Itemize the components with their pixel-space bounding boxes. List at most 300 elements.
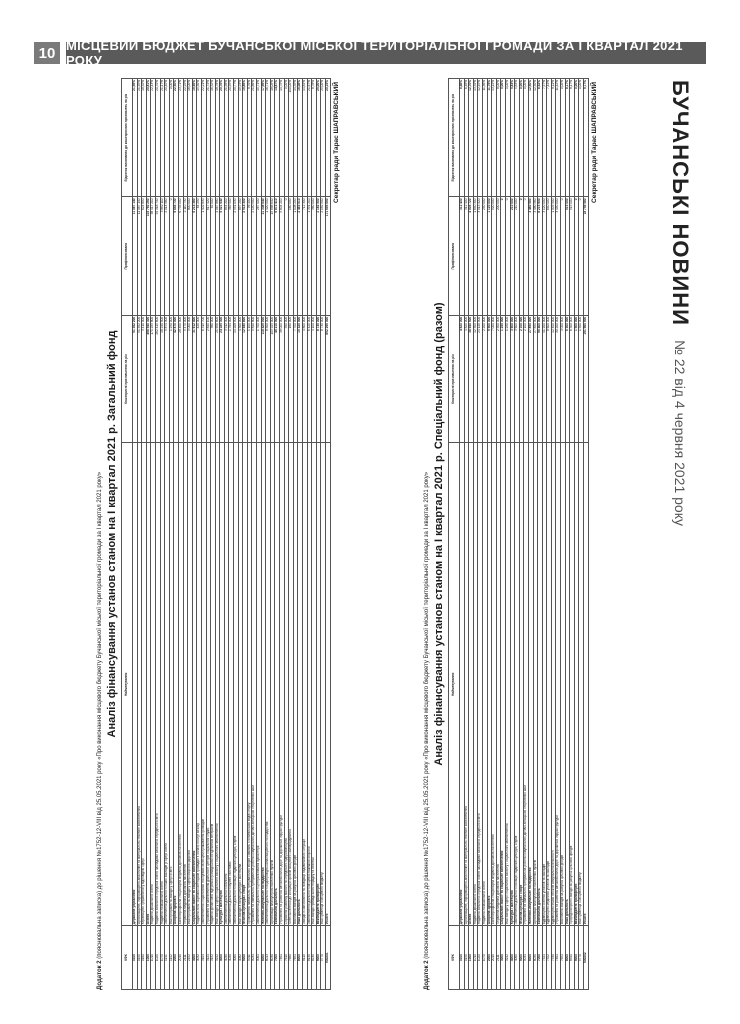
row-code: 1000 [469, 926, 474, 990]
row-percent: 12,50% [528, 79, 533, 197]
column-header: Профінансовано [122, 197, 133, 315]
row-name: Освіта [146, 443, 151, 926]
row-percent: 17,99% [261, 79, 266, 197]
row-percent: 0,00% [519, 79, 524, 197]
row-plan: 7 700 000 [293, 315, 298, 443]
row-financed: 617 420 [206, 197, 211, 315]
row-percent: 16,00% [188, 79, 193, 197]
row-financed: 5 604 210 [280, 197, 285, 315]
row-financed: 2 110 730 [183, 197, 188, 315]
row-name: Міжбюджетні трансферти [316, 443, 321, 926]
row-plan: 38 000 000 [280, 315, 285, 443]
row-plan: 46 210 000 [275, 315, 280, 443]
row-percent: 0,00% [284, 79, 289, 197]
row-percent: 8,76% [247, 79, 252, 197]
row-financed: 64 250 [197, 197, 202, 315]
row-name: Виконання заходів за рахунок цільових фондів [561, 443, 566, 926]
row-name: Надання дошкільної освіти [151, 443, 156, 926]
row-percent: 11,79% [487, 79, 492, 197]
row-percent: 21,67% [307, 79, 312, 197]
row-percent: 0,00% [169, 79, 174, 197]
row-financed: 1 120 000 [487, 197, 492, 315]
row-code: 7322 [547, 926, 552, 990]
row-name: Надання загальної середньої освіти закладами загальної середньої освіти [478, 443, 483, 926]
row-financed: 3 120 000 [542, 197, 547, 315]
row-code: 7000 [538, 926, 543, 990]
row-code: 4040 [229, 926, 234, 990]
row-plan: 14 208 900 [234, 315, 239, 443]
row-code: 3242 [505, 926, 510, 990]
row-code: 4060 [515, 926, 520, 990]
column-header: Профінансовано [449, 197, 460, 315]
row-financed: 2 014 560 [165, 197, 170, 315]
row-plan: 2 500 000 [496, 315, 501, 443]
row-percent: 20,95% [229, 79, 234, 197]
row-code: 1142 [169, 926, 174, 990]
financing-table [448, 78, 589, 990]
row-plan: 262 415 600 [155, 315, 160, 443]
row-code: 3121 [206, 926, 211, 990]
row-name: Утримання та забезпечення діяльності центрів соціальних служб [206, 443, 211, 926]
row-percent: 8,78% [312, 79, 317, 197]
row-name: Членські внески до асоціацій органів місцевого самоврядування [289, 443, 294, 926]
row-percent: 19,66% [192, 79, 197, 197]
row-plan: 420 000 [197, 315, 202, 443]
row-code: 1020 [478, 926, 483, 990]
row-code: 4082 [238, 926, 243, 990]
row-plan: 350 000 [284, 315, 289, 443]
row-percent: 20,70% [155, 79, 160, 197]
column-header: Найменування [449, 443, 460, 926]
row-plan: 2 200 000 [482, 315, 487, 443]
row-plan: 21 656 600 [215, 315, 220, 443]
row-name: Охорона здоров'я [174, 443, 179, 926]
row-code: 8110 [302, 926, 307, 990]
row-plan: 28 400 000 [178, 315, 183, 443]
row-percent: 15,71% [257, 79, 262, 197]
row-plan: 2 100 000 [524, 315, 529, 443]
row-plan: 3 912 400 [224, 315, 229, 443]
row-financed: 103 760 290 [146, 197, 151, 315]
row-percent: 22,21% [201, 79, 206, 197]
row-code: 2010 [178, 926, 183, 990]
row-plan: 8 730 000 [316, 315, 321, 443]
row-percent: 12,70% [469, 79, 474, 197]
row-plan: 1 500 000 [574, 315, 579, 443]
row-percent: 0,00% [579, 79, 584, 197]
row-code: 900201 [325, 926, 330, 990]
row-name: Забезпечення діяльності палаців і будинків культури, клубів [515, 443, 520, 926]
row-plan: 2 100 000 [519, 315, 524, 443]
row-name: Забезпечення діяльності водопровідно-каналізаційного господарства [266, 443, 271, 926]
row-plan: 41 200 000 [542, 315, 547, 443]
row-name: Будівництво освітніх установ та закладів [542, 443, 547, 926]
row-name: Будівництво медичних установ та закладів [547, 443, 552, 926]
row-percent: 25,00% [321, 79, 326, 197]
row-code: 8000 [298, 926, 303, 990]
row-plan: 51 352 200 [133, 315, 138, 443]
row-percent: 21,59% [137, 79, 142, 197]
row-financed: 210 000 [510, 197, 515, 315]
row-percent: 20,77% [234, 79, 239, 197]
row-financed: 1 420 000 [266, 197, 271, 315]
row-financed: 3 862 110 [160, 197, 165, 315]
row-financed: 0 [579, 197, 584, 315]
row-plan: 1 250 000 [169, 315, 174, 443]
column-header: Відсоток виконання до кошторисних призначень на рік [449, 79, 460, 197]
row-code: 3104 [201, 926, 206, 990]
row-name: Керівництво і управління у відповідній сфері [142, 443, 147, 926]
row-financed: 210 000 [515, 197, 520, 315]
row-percent: 12,50% [533, 79, 538, 197]
row-financed: 8 215 900 [538, 197, 543, 315]
row-financed: 160 000 [289, 197, 294, 315]
row-code: 2111 [496, 926, 501, 990]
row-plan: 8 730 000 [321, 315, 326, 443]
row-code: 5061 [257, 926, 262, 990]
row-percent: 15,30% [197, 79, 202, 197]
row-financed: 19 888 640 [270, 197, 275, 315]
row-name: Утримання та розвиток автомобільних доріг та дорожньої інфраструктури [280, 443, 285, 926]
row-plan: 4 800 000 [302, 315, 307, 443]
column-header: Відсоток виконання до кошторисних призначень на рік [122, 79, 133, 197]
row-name: Охорона здоров'я [487, 443, 492, 926]
panel-title: Аналіз фінансування установ станом на І квартал 2021 р. Загальний фонд [106, 330, 118, 738]
row-code: 6000 [528, 926, 533, 990]
row-plan: 852 296 000 [325, 315, 330, 443]
row-financed: 515 000 [570, 197, 575, 315]
row-plan: 38 640 500 [469, 315, 474, 443]
row-code: 1070 [160, 926, 165, 990]
row-code: 0160 [142, 926, 147, 990]
row-code: 9770 [321, 926, 326, 990]
row-percent: 16,08% [298, 79, 303, 197]
row-plan: 380 000 [211, 315, 216, 443]
row-plan: 6 300 000 [570, 315, 575, 443]
row-financed: 250 000 [482, 197, 487, 315]
row-financed: 312 400 [460, 197, 465, 315]
row-financed: 267 000 [257, 197, 262, 315]
row-financed: 2 182 500 [321, 197, 326, 315]
row-code: 6013 [266, 926, 271, 990]
row-financed: 1 005 900 [551, 197, 556, 315]
row-plan: 31 612 400 [192, 315, 197, 443]
row-percent: 21,17% [160, 79, 165, 197]
row-percent: 22,50% [174, 79, 179, 197]
row-percent: 8,17% [565, 79, 570, 197]
row-name: Інша діяльність [565, 443, 570, 926]
annex-note: Додаток 2 (пояснювальна записка) до рішення №1752-12-VIII від 25.05.2021 року «Про виконання місцевого бюджету Бучанської міської територіальної громади за І квартал 2021 року» [424, 471, 430, 990]
row-percent: 21,74% [206, 79, 211, 197]
row-financed: 712 300 [302, 197, 307, 315]
row-name: Організація благоустрою населених пунктів [533, 443, 538, 926]
issue-date: № 22 від 4 червня 2021 року [672, 339, 688, 526]
row-financed: 6 735 000 [178, 197, 183, 315]
row-name: Міжбюджетні трансферти [574, 443, 579, 926]
row-percent: 14,84% [302, 79, 307, 197]
row-code: 8000 [565, 926, 570, 990]
row-plan: 51 352 200 [137, 315, 142, 443]
row-percent: 6,48% [460, 79, 465, 197]
row-financed: 0 [519, 197, 524, 315]
row-plan: 2 840 100 [206, 315, 211, 443]
row-code: 4000 [220, 926, 225, 990]
row-code: 900202 [584, 926, 589, 990]
row-financed: 2 514 300 [243, 197, 248, 315]
row-name: Соціальний захист та соціальне забезпечення [192, 443, 197, 926]
row-name: Житлово-комунальне господарство [261, 443, 266, 926]
row-financed: 0 [574, 197, 579, 315]
row-financed: 38 417 210 [151, 197, 156, 315]
row-name: Інші програми та заходи у сфері освіти [169, 443, 174, 926]
row-name: Освіта [469, 443, 474, 926]
row-name: Багатопрофільна стаціонарна медична допомога населенню [492, 443, 497, 926]
row-code: 0150 [137, 926, 142, 990]
row-name: Інші заходи у сфері соціального захисту і соціального забезпечення [215, 443, 220, 926]
row-name: Культура і мистецтво [220, 443, 225, 926]
row-plan: 3 600 000 [510, 315, 515, 443]
row-financed: 369 500 [229, 197, 234, 315]
row-financed: 844 210 [224, 197, 229, 315]
row-percent: 21,58% [224, 79, 229, 197]
row-financed: 640 000 [547, 197, 552, 315]
row-name: Утримання та навчально-тренувальна робота комунальних дитячо-юнацьких спортивних шкіл [252, 443, 257, 926]
row-plan: 3 600 000 [515, 315, 520, 443]
row-percent: 0,00% [524, 79, 529, 197]
row-percent: 21,86% [252, 79, 257, 197]
row-name: Виконання заходів за рахунок цільових фондів [293, 443, 298, 926]
row-financed: 11 087 140 [133, 197, 138, 315]
row-name: Інші заходи у сфері соціального захисту і соціального забезпечення [505, 443, 510, 926]
row-financed: 2 463 510 [298, 197, 303, 315]
row-plan: 1 250 000 [505, 315, 510, 443]
row-name: Усього [584, 443, 589, 926]
row-percent: 11,36% [482, 79, 487, 197]
row-plan: 8 600 000 [547, 315, 552, 443]
row-plan: 160 000 [289, 315, 294, 443]
row-financed: 0 [501, 197, 506, 315]
row-code: 7691 [561, 926, 566, 990]
row-percent: 8,00% [496, 79, 501, 197]
row-percent: 13,34% [473, 79, 478, 197]
column-header: КФК [449, 926, 460, 990]
row-plan: 6 420 000 [307, 315, 312, 443]
table-row [325, 79, 330, 990]
row-plan: 191 960 500 [584, 315, 589, 443]
row-plan: 24 185 300 [220, 315, 225, 443]
row-name: Інші субвенції з місцевого бюджету [579, 443, 584, 926]
row-name: Культура і мистецтво [510, 443, 515, 926]
row-code: 1000 [146, 926, 151, 990]
row-financed: 21 308 640 [261, 197, 266, 315]
row-name: Природоохоронні заходи за рахунок цільових фондів [570, 443, 575, 926]
row-percent: 7,44% [547, 79, 552, 197]
row-code: 3000 [501, 926, 506, 990]
row-code: 1141 [165, 926, 170, 990]
row-code: 2000 [487, 926, 492, 990]
row-name: Утримання та навчально-тренувальна робота комунальних дитячо-юнацьких спортивних шкіл [524, 443, 529, 926]
row-name: Первинна медична допомога населенню [496, 443, 501, 926]
row-plan: 12 300 000 [473, 315, 478, 443]
row-financed: 3 480 560 [533, 197, 538, 315]
panel-title: Аналіз фінансування установ станом на І квартал 2021 р. Спеціальний фонд (разом) [433, 302, 445, 766]
row-code: 6000 [261, 926, 266, 990]
row-financed: 1 402 830 [201, 197, 206, 315]
row-code: 4000 [510, 926, 515, 990]
row-financed: 1 108 200 [293, 197, 298, 315]
row-financed: 0 [561, 197, 566, 315]
row-name: Проведення навчально-тренувальних зборів і змагань з олімпійських видів спорту [247, 443, 252, 926]
row-code: 5031 [524, 926, 529, 990]
row-financed: 6 872 410 [275, 197, 280, 315]
row-plan: 27 850 000 [533, 315, 538, 443]
row-plan: 9 840 800 [252, 315, 257, 443]
row-financed: 312 400 [464, 197, 469, 315]
row-plan: 1 764 000 [229, 315, 234, 443]
row-percent: 8,52% [538, 79, 543, 197]
signature: Секретар ради Тарас ШАПРАВСЬКИЙ [332, 82, 340, 203]
row-financed: 3 480 560 [528, 197, 533, 315]
row-percent: 6,48% [464, 79, 469, 197]
row-financed: 5 021 940 [220, 197, 225, 315]
row-code: 6030 [270, 926, 275, 990]
row-code: 7610 [284, 926, 289, 990]
row-plan: 7 000 000 [492, 315, 497, 443]
financing-table [121, 78, 331, 990]
row-code: 0150 [464, 926, 469, 990]
row-financed: 4 067 880 [215, 197, 220, 315]
row-financed: 3 450 000 [556, 197, 561, 315]
row-plan: 12 400 000 [551, 315, 556, 443]
row-code: 5000 [519, 926, 524, 990]
row-code: 0100 [133, 926, 138, 990]
row-name: Надання пільг окремим категоріям громадян з оплати послуг зв'язку [197, 443, 202, 926]
row-plan: 24 140 500 [478, 315, 483, 443]
row-percent: 20,15% [325, 79, 330, 197]
row-financed: 200 000 [496, 197, 501, 315]
row-financed: 3 015 420 [478, 197, 483, 315]
row-plan: 15 320 000 [298, 315, 303, 443]
row-name: Надання позашкільної освіти [482, 443, 487, 926]
row-name: Державне управління [133, 443, 138, 926]
row-plan: 4 820 000 [464, 315, 469, 443]
table-header-row [449, 79, 460, 990]
row-plan: 3 410 000 [142, 315, 147, 443]
row-code: 6030 [533, 926, 538, 990]
row-name: Інші заходи в галузі культури і мистецтва [238, 443, 243, 926]
row-code: 2152 [188, 926, 193, 990]
row-code: 7680 [289, 926, 294, 990]
row-percent: 22,43% [151, 79, 156, 197]
row-percent: 100,00% [289, 79, 294, 197]
row-name: Забезпечення соціальними послугами за місцем проживання громадян [201, 443, 206, 926]
row-percent: 14,75% [280, 79, 285, 197]
row-code: 2111 [183, 926, 188, 990]
row-plan: 8 500 000 [266, 315, 271, 443]
row-percent: 16,32% [211, 79, 216, 197]
row-percent: 20,40% [165, 79, 170, 197]
row-financed: 360 000 [312, 197, 317, 315]
row-name: Забезпечення діяльності інших закладів у сфері освіти [165, 443, 170, 926]
row-name: Інші програми та заходи у сфері охорони здоров'я [188, 443, 193, 926]
row-code: 7321 [542, 926, 547, 990]
row-financed: 2 182 500 [316, 197, 321, 315]
row-plan: 30 200 000 [556, 315, 561, 443]
row-code: 1010 [473, 926, 478, 990]
row-name: Організація благоустрою населених пунктів [270, 443, 275, 926]
row-percent: 16,71% [266, 79, 271, 197]
row-code: 3032 [197, 926, 202, 990]
row-code: 5000 [243, 926, 248, 990]
row-percent: 19,89% [243, 79, 248, 197]
row-name: Забезпечення діяльності бібліотек [224, 443, 229, 926]
row-plan: 6 300 000 [565, 315, 570, 443]
row-percent: 5,83% [515, 79, 520, 197]
row-name: Державне управління [460, 443, 465, 926]
row-name: Сприяння розвитку малого та середнього підприємництва [284, 443, 289, 926]
column-header: Найменування [122, 443, 133, 926]
row-plan: 171 295 800 [151, 315, 156, 443]
special-fund-panel [423, 78, 685, 990]
row-code: 7000 [275, 926, 280, 990]
row-percent: 8,11% [551, 79, 556, 197]
row-name: Фізична культура і спорт [243, 443, 248, 926]
row-name: Житлово-комунальне господарство [528, 443, 533, 926]
row-financed: 0 [169, 197, 174, 315]
row-code: 7691 [293, 926, 298, 990]
column-header: КФК [122, 926, 133, 990]
row-code: 8340 [570, 926, 575, 990]
row-percent: 22,29% [183, 79, 188, 197]
row-percent: 13,14% [492, 79, 497, 197]
row-financed: 2 150 900 [252, 197, 257, 315]
row-plan: 9 500 000 [487, 315, 492, 443]
row-code: 7330 [551, 926, 556, 990]
row-financed: 18 759 580 [584, 197, 589, 315]
row-percent: 14,39% [293, 79, 298, 197]
row-code: 5011 [247, 926, 252, 990]
table-row [584, 79, 589, 990]
row-plan: 1 700 000 [257, 315, 262, 443]
signature: Секретар ради Тарас ШАПРАВСЬКИЙ [590, 82, 598, 203]
row-percent: 14,87% [275, 79, 280, 197]
row-percent: 18,32% [142, 79, 147, 197]
row-financed: 800 000 [188, 197, 193, 315]
row-code: 3242 [215, 926, 220, 990]
row-code: 1010 [151, 926, 156, 990]
row-percent: 7,57% [542, 79, 547, 197]
row-plan: 96 400 000 [538, 315, 543, 443]
row-name: Соціальний захист та соціальне забезпечення [501, 443, 506, 926]
row-financed: 4 905 720 [469, 197, 474, 315]
row-percent: 11,42% [556, 79, 561, 197]
row-percent: 18,78% [215, 79, 220, 197]
row-code: 7461 [556, 926, 561, 990]
row-name: Економічна діяльність [275, 443, 280, 926]
row-percent: 12,49% [478, 79, 483, 197]
row-name: Забезпечення діяльності палаців і будинків культури, клубів [234, 443, 239, 926]
row-percent: 20,81% [146, 79, 151, 197]
row-plan: 5 000 000 [188, 315, 193, 443]
row-financed: 624 850 [142, 197, 147, 315]
row-name: Забезпечення діяльності централізованої бухгалтерії [257, 443, 262, 926]
row-code: 8130 [307, 926, 312, 990]
row-name: Будівництво інших об'єктів комунальної власності [551, 443, 556, 926]
row-financed: 11 087 140 [137, 197, 142, 315]
page-number: 10 [34, 42, 60, 64]
row-code: 9000 [574, 926, 579, 990]
newspaper-brand: БУЧАНСЬКІ НОВИНИ [668, 80, 693, 326]
